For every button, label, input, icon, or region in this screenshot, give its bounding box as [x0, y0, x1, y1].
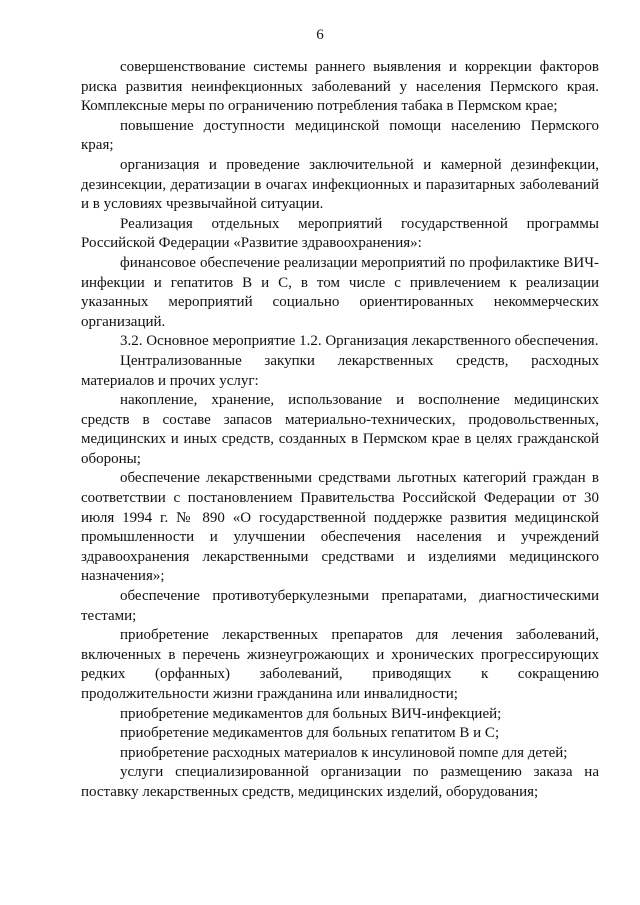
paragraph-hepatitis-medicines: приобретение медикаментов для больных гепатитом В и С; — [120, 725, 500, 742]
paragraph-federal-program: Реализация отдельных мероприятий государственной программы Российской Федерации «Развитие здравоохранения»: — [81, 215, 599, 252]
page-number: 6 — [316, 27, 324, 43]
document-body — [81, 58, 599, 803]
paragraph-hiv-medicines: приобретение медикаментов для больных ВИЧ-инфекцией; — [120, 705, 502, 722]
paragraph-civil-defense: накопление, хранение, использование и восполнение медицинских средств в составе запасов материально-технических, продовольственных, медицинских и иных средств, созданных в Пермском крае в целях гражданской обороны; — [81, 392, 599, 467]
paragraph-hiv-prevention: финансовое обеспечение реализации мероприятий по профилактике ВИЧ-инфекции и гепатитов В и С, в том числе с привлечением к реализации указанных мероприятий социально ориентированных некоммерческих организаций. — [81, 254, 599, 330]
paragraph-tuberculosis: обеспечение противотуберкулезными препаратами, диагностическими тестами; — [81, 588, 599, 624]
paragraph-section-heading: 3.2. Основное мероприятие 1.2. Организация лекарственного обеспечения. — [120, 333, 599, 350]
paragraph-orphan-diseases: приобретение лекарственных препаратов для лечения заболеваний, включенных в перечень жизнеугрожающих и хронических прогрессирующих редких (орфанных) заболеваний, приводящих к сокращению продолжительности жизни гражданина или инвалидности; — [81, 627, 599, 702]
paragraph-preferential-categories: обеспечение лекарственными средствами льготных категорий граждан в соответствии с постановлением Правительства Российской Федерации от 30 июля 1994 г. № 890 «О государственной поддержке развития медицинской промышленности и улучшении обеспечения населения и учреждений здравоохранения лекарственными средствами и изделиями медицинского назначения»; — [81, 470, 599, 585]
paragraph-procurement-services: услуги специализированной организации по размещению заказа на поставку лекарственных средств, медицинских изделий, оборудования; — [81, 764, 599, 800]
paragraph-accessibility: повышение доступности медицинской помощи населению Пермского края; — [81, 117, 599, 154]
paragraph-centralized-purchases: Централизованные закупки лекарственных средств, расходных материалов и прочих услуг: — [81, 352, 599, 389]
paragraph-insulin-pump: приобретение расходных материалов к инсулиновой помпе для детей; — [120, 744, 568, 761]
paragraph-risk-factors: совершенствование системы раннего выявления и коррекции факторов риска развития неинфекционных заболеваний у населения Пермского края. Комплексные меры по ограничению потребления табака в Пермском крае; — [81, 59, 599, 115]
paragraph-disinfection: организация и проведение заключительной и камерной дезинфекции, дезинсекции, дератизации в очагах инфекционных и паразитарных заболеваний и в условиях чрезвычайной ситуации. — [81, 156, 599, 213]
